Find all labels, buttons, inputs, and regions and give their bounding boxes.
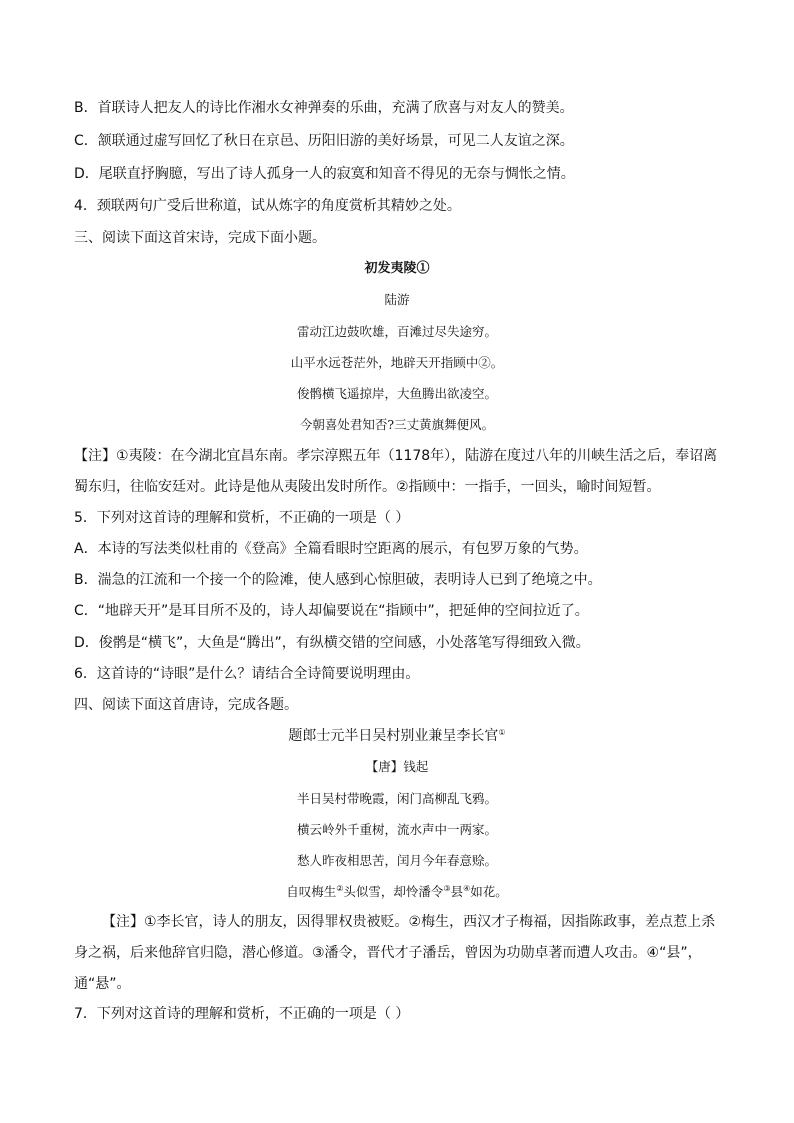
footnote-mark-3: ③ bbox=[443, 884, 451, 893]
line4-part-a: 自叹梅生 bbox=[286, 884, 337, 899]
section-4-note: 【注】①李长官，诗人的朋友，因得罪权贵被贬。②梅生，西汉才子梅福，因指陈政事，差点惹上杀身之祸，后来他辞官归隐，潜心修道。③潘令，晋代才子潘岳，曾因为功勋卓著而遭人攻击。④“县”，通“悬”。 bbox=[74, 914, 716, 992]
line4-part-d: 如花。 bbox=[470, 884, 508, 899]
question-5-stem: 5．下列对这首诗的理解和赏析，不正确的一项是（ ） bbox=[74, 510, 410, 526]
poem-line-4: 今朝喜处君知否?三丈黄旗舞便风。 bbox=[299, 417, 495, 432]
section-3-heading: 三、阅读下面这首宋诗，完成下面小题。 bbox=[74, 230, 326, 246]
tang-poem-line-4 bbox=[0, 882, 794, 902]
tang-poem-line-3: 愁人昨夜相思苦，闰月今年春意赊。 bbox=[296, 853, 497, 868]
poem-line-2: 山平水远苍茫外，地辟天开指顾中②。 bbox=[290, 355, 504, 370]
line4-part-c: 县 bbox=[450, 884, 464, 899]
section-4-heading: 四、阅读下面这首唐诗，完成各题。 bbox=[74, 697, 298, 713]
tang-poem-line-2: 横云岭外千重树，流水声中一两家。 bbox=[296, 822, 497, 837]
q3-option-b: B．首联诗人把友人的诗比作湘水女神弹奏的乐曲，充满了欣喜与对友人的赞美。 bbox=[74, 100, 574, 116]
q5-option-b: B．湍急的江流和一个接一个的险滩，使人感到心惊胆破，表明诗人已到了绝境之中。 bbox=[74, 572, 602, 588]
poem-author-qianqi: 【唐】钱起 bbox=[365, 759, 429, 774]
poem-title-chufa-yiling: 初发夷陵① bbox=[364, 261, 430, 276]
poem-line-1: 雷动江边鼓吹雄，百滩过尽失途穷。 bbox=[296, 324, 497, 339]
q5-option-c: C．“地辟天开”是耳目所不及的，诗人却偏要说在“指顾中”，把延伸的空间拉近了。 bbox=[74, 603, 589, 619]
poem-author-luyou: 陆游 bbox=[384, 292, 410, 307]
q3-option-d: D．尾联直抒胸臆，写出了诗人孤身一人的寂寞和知音不得见的无奈与惆怅之情。 bbox=[74, 166, 575, 182]
section-3-note: 【注】①夷陵：在今湖北宜昌东南。孝宗淳熙五年（1178年），陆游在度过八年的川峡生活之后，奉诏离蜀东归，往临安廷对。此诗是他从夷陵出发时所作。②指顾中：一指手，一回头，喻时间短暂。 bbox=[74, 448, 718, 495]
question-4: 4．颈联两句广受后世称道，试从炼字的角度赏析其精妙之处。 bbox=[74, 198, 461, 214]
footnote-mark-1: ① bbox=[498, 728, 506, 737]
poem-title-text: 题郎士元半日吴村别业兼呈李长官 bbox=[288, 728, 499, 744]
q5-option-d: D．俊鹘是“横飞”，大鱼是“腾出”，有纵横交错的空间感，小处落笔写得细致入微。 bbox=[74, 635, 590, 651]
question-6: 6．这首诗的“诗眼”是什么？请结合全诗简要说明理由。 bbox=[74, 666, 420, 682]
tang-poem-line-1: 半日吴村带晚霞，闲门高柳乱飞鸦。 bbox=[296, 791, 497, 806]
line4-part-b: 头似雪，却怜潘令 bbox=[343, 884, 444, 899]
poem-line-3: 俊鹘横飞遥掠岸，大鱼腾出欲凌空。 bbox=[296, 386, 497, 401]
footnote-mark-2: ② bbox=[336, 884, 344, 893]
poem-title-tang bbox=[0, 726, 794, 746]
q5-option-a: A．本诗的写法类似杜甫的《登高》全篇看眼时空距离的展示，有包罗万象的气势。 bbox=[74, 541, 588, 557]
q3-option-c: C．颔联通过虚写回忆了秋日在京邑、历阳旧游的美好场景，可见二人友谊之深。 bbox=[74, 133, 574, 149]
question-7-stem: 7．下列对这首诗的理解和赏析，不正确的一项是（ ） bbox=[74, 1006, 410, 1022]
footnote-mark-4: ④ bbox=[463, 884, 471, 893]
